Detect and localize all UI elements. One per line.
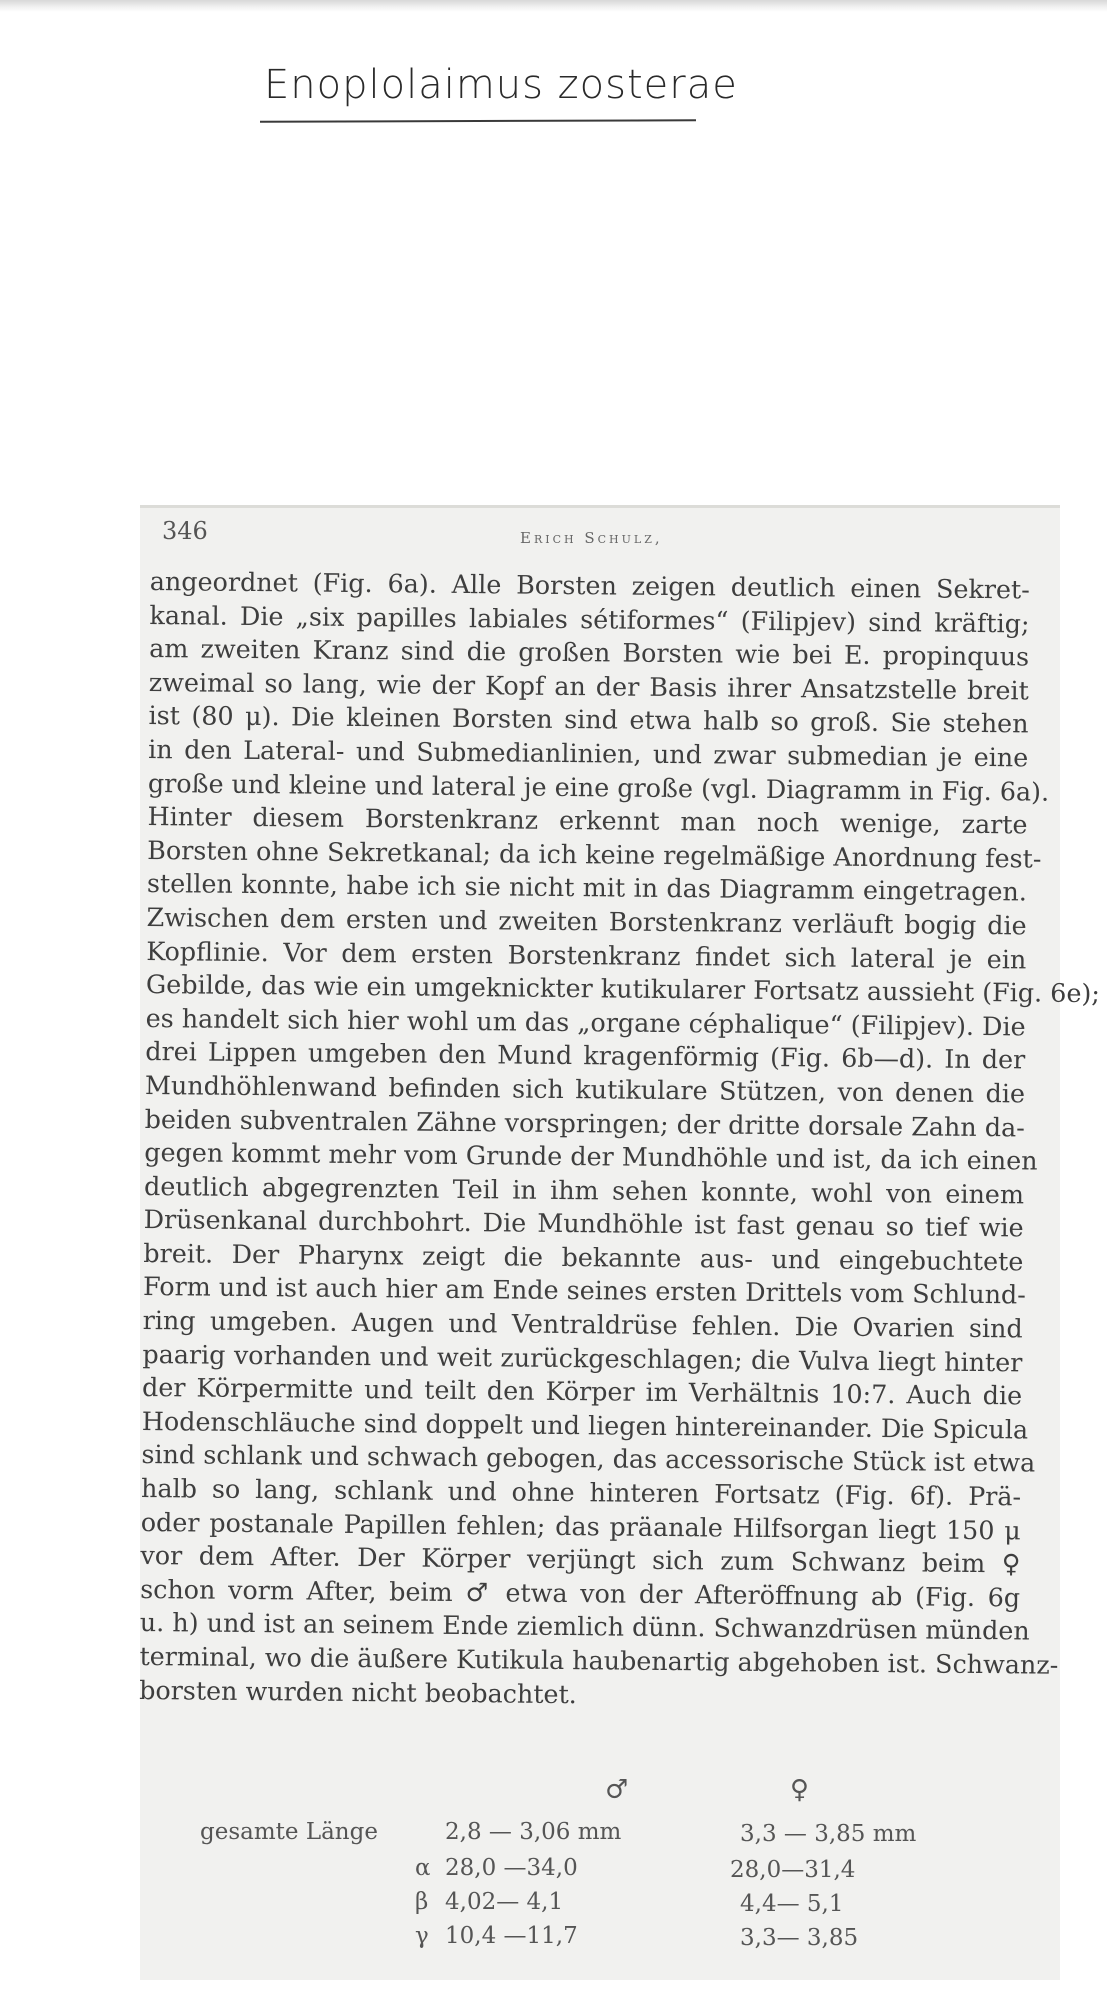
text-line: Borsten ohne Sekretkanal; da ich keine regelmäßige Anordnung fest- xyxy=(147,834,1042,874)
male-value: 28,0 —34,0 xyxy=(445,1855,578,1881)
text-line: oder postanale Papillen fehlen; das präanale Hilfsorgan liegt 150 μ xyxy=(140,1506,1021,1546)
text-line: große und kleine und lateral je eine große (vgl. Diagramm in Fig. 6a). xyxy=(147,767,1050,807)
text-line: gegen kommt mehr vom Grunde der Mundhöhle und ist, da ich einen xyxy=(144,1137,1038,1176)
text-line: terminal, wo die äußere Kutikula haubenartig abgehoben ist. Schwanz- xyxy=(139,1640,1059,1680)
text-line: drei Lippen umgeben den Mund kragenförmig (Fig. 6b—d). In der xyxy=(145,1036,1026,1075)
scanned-page xyxy=(139,505,1101,1980)
text-line: Hodenschläuche sind doppelt und liegen hintereinander. Die Spicula xyxy=(141,1405,1029,1445)
female-value: 3,3— 3,85 xyxy=(740,1925,859,1951)
body-text xyxy=(139,565,1101,1716)
text-line: Hinter diesem Borstenkranz erkennt man noch wenige, zarte xyxy=(147,801,1028,840)
male-value: 4,02— 4,1 xyxy=(445,1889,564,1915)
female-symbol: ♀ xyxy=(790,1775,810,1805)
text-line: am zweiten Kranz sind die großen Borsten wie bei E. propinquus xyxy=(149,633,1030,672)
text-line: Mundhöhlenwand befinden sich kutikulare Stützen, von denen die xyxy=(144,1069,1026,1109)
row-label: gesamte Länge xyxy=(200,1819,378,1845)
female-value: 3,3 — 3,85 mm xyxy=(740,1821,917,1847)
text-line: sind schlank und schwach gebogen, das accessorische Stück ist etwa xyxy=(141,1439,1036,1478)
running-head: Erich Schulz, xyxy=(520,529,663,547)
text-line: schon vorm After, beim ♂ etwa von der Afteröffnung ab (Fig. 6g xyxy=(140,1573,1021,1613)
page-header xyxy=(150,515,1050,555)
text-line: Form und ist auch hier am Ende seines ersten Drittels vom Schlund- xyxy=(142,1271,1026,1310)
text-line: halb so lang, schlank und ohne hinteren Fortsatz (Fig. 6f). Prä- xyxy=(140,1472,1022,1512)
male-value: 2,8 — 3,06 mm xyxy=(445,1819,622,1845)
text-line: Zwischen dem ersten und zweiten Borstenkranz verläuft bogig die xyxy=(146,901,1027,941)
text-line: Kopflinie. Vor dem ersten Borstenkranz findet sich lateral je ein xyxy=(146,935,1027,974)
handwritten-title xyxy=(260,58,738,128)
scan-top-edge xyxy=(0,0,1107,12)
text-line: vor dem After. Der Körper verjüngt sich zum Schwanz beim ♀ xyxy=(140,1540,1021,1579)
text-line: angeordnet (Fig. 6a). Alle Borsten zeigen deutlich einen Sekret- xyxy=(149,565,1030,605)
male-value: 10,4 —11,7 xyxy=(445,1923,578,1949)
text-line: ist (80 μ). Die kleinen Borsten sind etwa halb so groß. Sie stehen xyxy=(148,700,1029,739)
text-line: zweimal so lang, wie der Kopf an der Basis ihrer Ansatzstelle breit xyxy=(148,666,1029,706)
male-symbol: ♂ xyxy=(605,1775,629,1805)
text-line: der Körpermitte und teilt den Körper im Verhältnis 10:7. Auch die xyxy=(141,1372,1023,1411)
text-line: ring umgeben. Augen und Ventraldrüse fehlen. Die Ovarien sind xyxy=(142,1305,1023,1344)
text-line: Drüsenkanal durchbohrt. Die Mundhöhle ist fast genau so tief wie xyxy=(143,1204,1024,1243)
species-title: Enoplolaimus zosterae xyxy=(264,62,738,108)
text-line: in den Lateral- und Submedianlinien, und zwar submedian je eine xyxy=(148,733,1029,773)
text-line: stellen konnte, habe ich sie nicht mit in das Diagramm eingetragen. xyxy=(146,868,1028,907)
text-line: breit. Der Pharynx zeigt die bekannte aus- und eingebuchtete xyxy=(143,1237,1024,1277)
row-label: β xyxy=(415,1889,429,1915)
female-value: 4,4— 5,1 xyxy=(740,1891,844,1917)
row-label: γ xyxy=(415,1923,429,1949)
title-underline xyxy=(260,119,696,123)
text-line: Gebilde, das wie ein umgeknickter kutikularer Fortsatz aussieht (Fig. 6e); xyxy=(145,969,1101,1009)
text-line: kanal. Die „six papilles labiales sétiformes“ (Filipjev) sind kräftig; xyxy=(149,599,1030,639)
text-line: deutlich abgegrenzten Teil in ihm sehen konnte, wohl von einem xyxy=(143,1170,1025,1210)
page-number: 346 xyxy=(162,517,208,545)
measurement-table xyxy=(200,1775,917,1965)
text-line: u. h) und ist an seinem Ende ziemlich dünn. Schwanzdrüsen münden xyxy=(139,1607,1030,1646)
text-line: beiden subventralen Zähne vorspringen; der dritte dorsale Zahn da- xyxy=(144,1103,1025,1142)
text-line: borsten wurden nicht beobachtet. xyxy=(139,1674,577,1709)
text-line: es handelt sich hier wohl um das „organe céphalique“ (Filipjev). Die xyxy=(145,1002,1026,1042)
female-value: 28,0—31,4 xyxy=(730,1857,856,1883)
text-line: paarig vorhanden und weit zurückgeschlagen; die Vulva liegt hinter xyxy=(142,1338,1023,1378)
row-label: α xyxy=(415,1855,431,1881)
